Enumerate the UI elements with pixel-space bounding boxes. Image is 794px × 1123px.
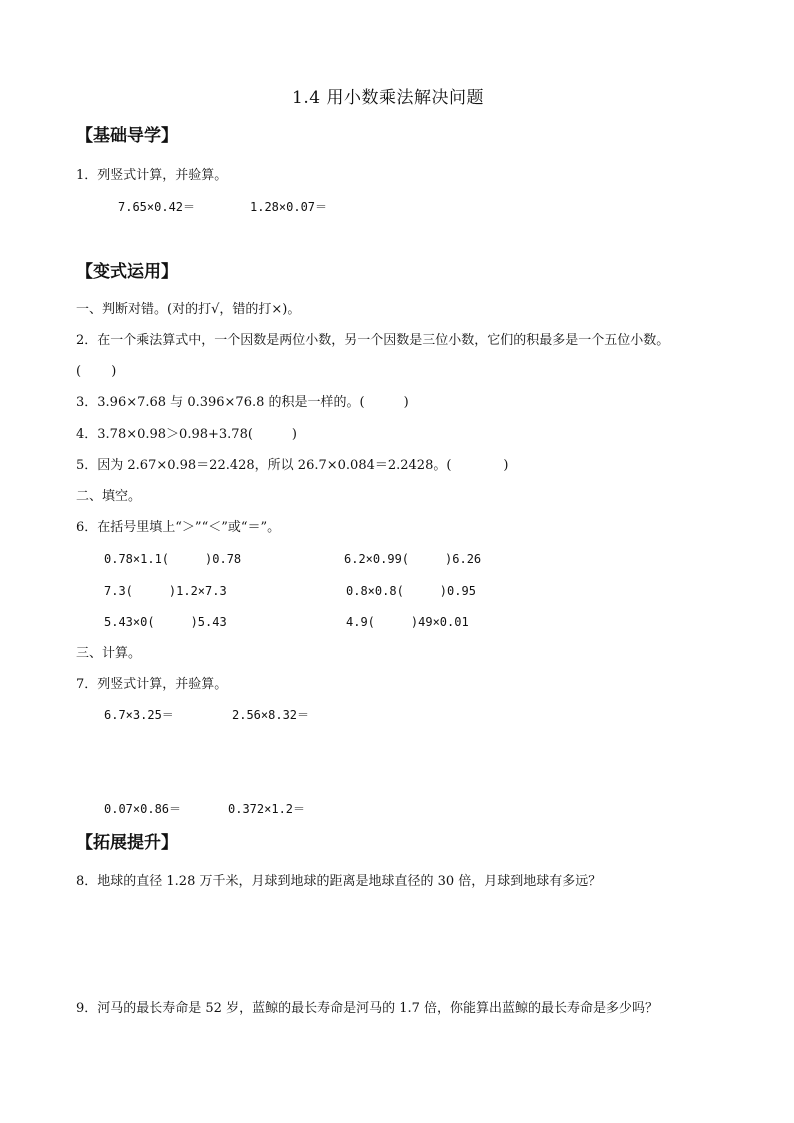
q7-expression: 0.372×1.2＝ <box>228 802 306 816</box>
question-6: 6．在括号里填上“＞”“＜”或“＝”。 <box>76 520 281 535</box>
question-1: 1．列竖式计算，并验算。 <box>76 168 228 183</box>
compare-item: 4.9( )49×0.01 <box>346 615 469 629</box>
part-2-heading: 二、填空。 <box>76 489 142 504</box>
question-5: 5．因为 2.67×0.98＝22.428，所以 26.7×0.084＝2.2428。( ) <box>76 458 509 473</box>
question-2: 2．在一个乘法算式中，一个因数是两位小数，另一个因数是三位小数，它们的积最多是一个五位小数。 <box>76 333 670 348</box>
section-heading-basic: 【基础导学】 <box>76 126 178 146</box>
question-2-blank: ( ) <box>76 364 117 379</box>
section-heading-extend: 【拓展提升】 <box>76 833 178 853</box>
question-7: 7．列竖式计算，并验算。 <box>76 677 228 692</box>
question-9: 9．河马的最长寿命是 52 岁，蓝鲸的最长寿命是河马的 1.7 倍，你能算出蓝鲸的最长寿命是多少吗？ <box>76 1001 659 1016</box>
q7-expression: 6.7×3.25＝ <box>104 708 174 722</box>
compare-item: 0.78×1.1( )0.78 <box>104 552 242 566</box>
question-4: 4．3.78×0.98＞0.98+3.78( ) <box>76 427 297 442</box>
compare-item: 0.8×0.8( )0.95 <box>346 584 476 598</box>
q7-expression: 0.07×0.86＝ <box>104 802 182 816</box>
compare-item: 5.43×0( )5.43 <box>104 615 227 629</box>
q1-expression-2: 1.28×0.07＝ <box>250 200 328 214</box>
section-heading-variant: 【变式运用】 <box>76 262 178 282</box>
part-1-heading: 一、判断对错。(对的打√，错的打×)。 <box>76 302 301 317</box>
question-8: 8．地球的直径 1.28 万千米，月球到地球的距离是地球直径的 30 倍，月球到地球有多远？ <box>76 874 602 889</box>
q1-expression-1: 7.65×0.42＝ <box>118 200 196 214</box>
compare-item: 6.2×0.99( )6.26 <box>344 552 482 566</box>
part-3-heading: 三、计算。 <box>76 646 142 661</box>
compare-item: 7.3( )1.2×7.3 <box>104 584 227 598</box>
q7-expression: 2.56×8.32＝ <box>232 708 310 722</box>
page-title: 1.4 用小数乘法解决问题 <box>292 88 484 108</box>
question-3: 3．3.96×7.68 与 0.396×76.8 的积是一样的。( ) <box>76 395 409 410</box>
